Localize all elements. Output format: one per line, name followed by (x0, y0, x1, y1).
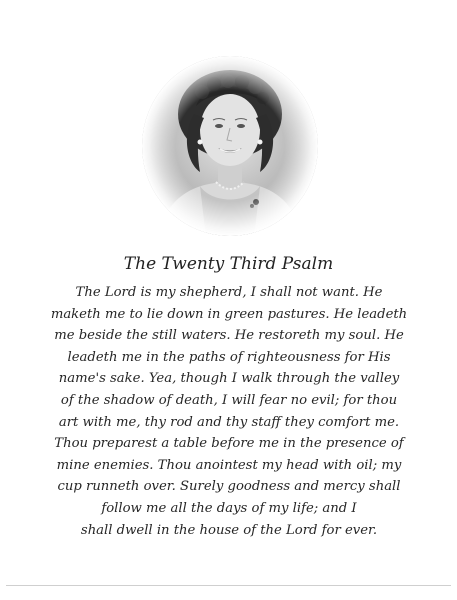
verse-line: art with me, thy rod and thy staff they comfort me. (58, 414, 400, 430)
verse-line: maketh me to lie down in green pastures. He leadeth (50, 306, 408, 322)
verse-line: leadeth me in the paths of righteousness for His (67, 349, 391, 365)
page-title: The Twenty Third Psalm (123, 254, 334, 274)
verse-line: me beside the still waters. He restoreth my soul. He (54, 328, 404, 344)
verse-line: name's sake. Yea, though I walk through the valley (58, 371, 400, 387)
verse-line: mine enemies. Thou anointest my head with oil; my (56, 457, 402, 473)
portrait-photo (138, 54, 322, 238)
page-divider (6, 585, 451, 586)
verse-line: shall dwell in the house of the Lord for ever. (80, 522, 378, 538)
verse-line: cup runneth over. Surely goodness and mercy shall (57, 479, 401, 495)
verse-line: The Lord is my shepherd, I shall not want. He (75, 285, 383, 300)
verse-line: follow me all the days of my life; and I (101, 500, 357, 516)
psalm-verse (18, 282, 440, 541)
verse-line: of the shadow of death, I will fear no evil; for thou (60, 392, 398, 408)
verse-line: Thou preparest a table before me in the presence of (54, 436, 404, 452)
